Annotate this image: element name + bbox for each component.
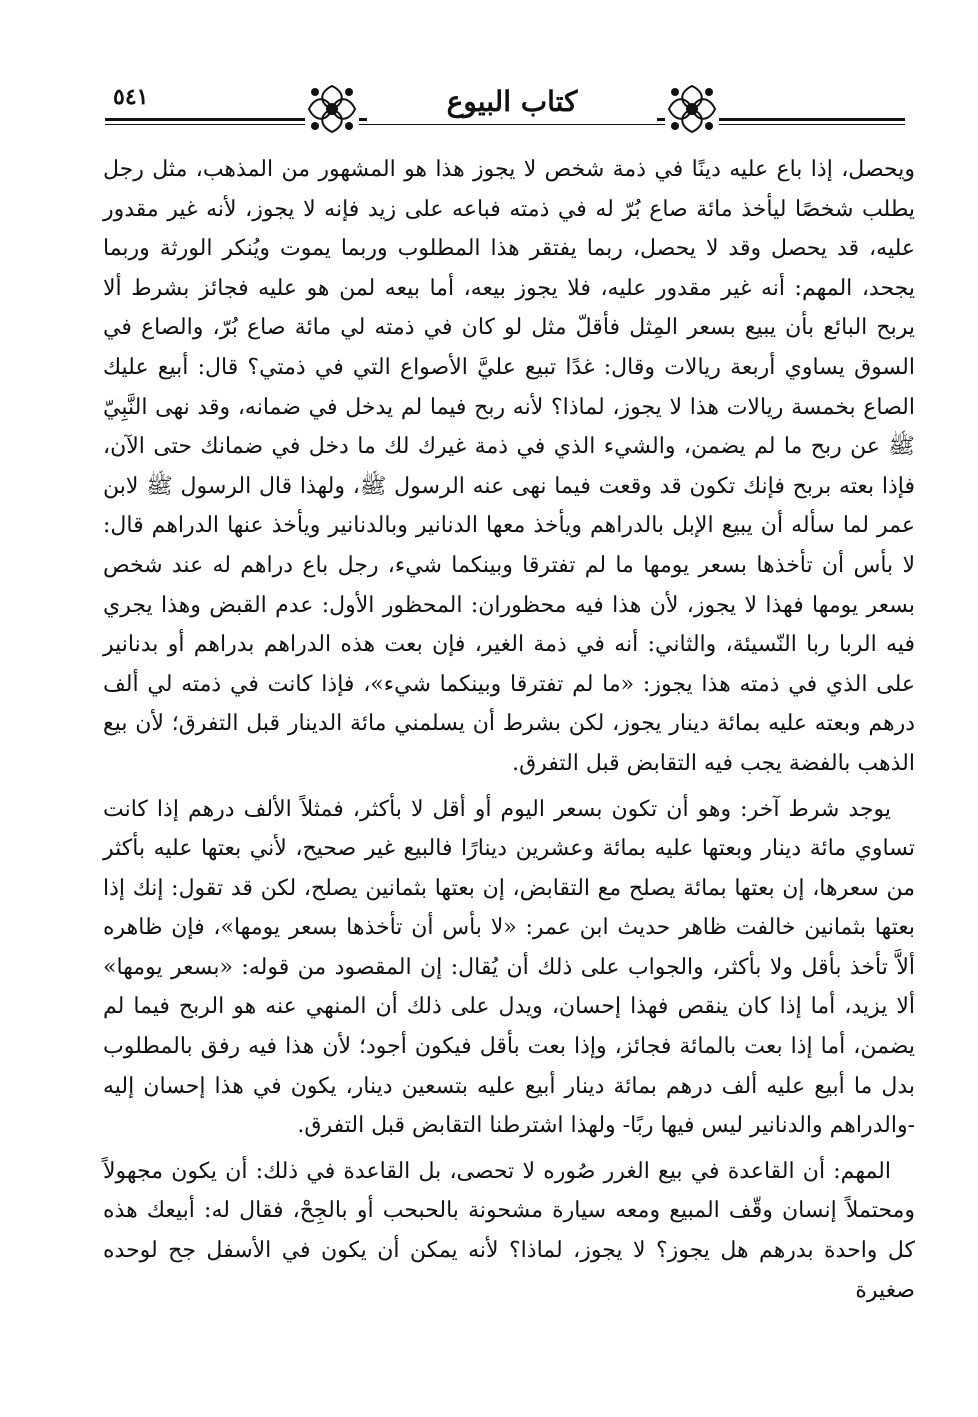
book-title: كتاب البيوع xyxy=(367,80,657,124)
paragraph: المهم: أن القاعدة في بيع الغرر صُوره لا تحصى، بل القاعدة في ذلك: أن يكون مجهولاً ومحتملاً إنسان وقّف المبيع ومعه سيارة مشحونة بالحبحب أو بالجِحْ، فقال له: أبيعك هذه كل واحدة بدرهم هل يجوز؟ لا يجوز، لماذا؟ لأنه يمكن أن يكون في الأسفل جح لوحده صغيرة xyxy=(103,1158,915,1303)
ornament-left-icon xyxy=(305,82,359,136)
page-header xyxy=(105,78,905,140)
ornament-right-icon xyxy=(665,82,719,136)
paragraph: يوجد شرط آخر: وهو أن تكون بسعر اليوم أو أقل لا بأكثر، فمثلاً الألف درهم إذا كانت تساوي مائة دينار وبعتها عليه بمائة وعشرين دينارًا فالبيع غير صحيح، لأني بعتها عليه بأكثر من سعرها، إن بعتها بمائة يصلح مع التقابض، إن بعتها بثمانين يصلح، لكن قد تقول: إنك إذا بعتها بثمانين خالفت ظاهر حديث ابن عمر: «لا بأس أن تأخذها بسعر يومها»، فإن ظاهره ألاَّ تأخذ بأقل ولا بأكثر، والجواب على ذلك أن يُقال: إن المقصود من قوله: «بسعر يومها» ألا يزيد، أما إذا كان ينقص فهذا إحسان، ويدل على ذلك أن المنهي عنه هو الربح فيما لم يضمن، أما إذا بعت بالمائة فجائز، وإذا بعت بأقل فيكون أجود؛ لأن هذا فيه رفق بالمطلوب بدل ما أبيع عليه ألف درهم بمائة دينار أبيع عليه بتسعين دينار، يكون في هذا إحسان إليه -والدراهم والدنانير ليس فيها ربًا- ولهذا اشترطنا التقابض قبل التفرق. xyxy=(103,796,915,1139)
header-rule-thin xyxy=(105,124,905,125)
page-body xyxy=(103,150,915,1310)
page-number: ٥٤١ xyxy=(113,84,149,110)
paragraph: ويحصل، إذا باع عليه دينًا في ذمة شخص لا يجوز هذا هو المشهور من المذهب، مثل رجل يطلب شخصًا ليأخذ مائة صاع بُرّ له في ذمته فباعه على زيد فإنه لا يجوز، لأنه غير مقدور عليه، قد يحصل وقد لا يحصل، ربما يفتقر هذا المطلوب وربما يموت ويُنكر الورثة وربما يجحد، المهم: أنه غير مقدور عليه، فلا يجوز بيعه، أما بيعه لمن هو عليه فجائز بشرط ألا يربح البائع بأن يبيع بسعر المِثل فأقلّ مثل لو كان في ذمته لي مائة صاع بُرّ، والصاع في السوق يساوي أربعة ريالات وقال: غدًا تبيع عليَّ الأصواع التي في ذمتي؟ قال: أبيع عليك الصاع بخمسة ريالات هذا لا يجوز، لماذا؟ لأنه ربح فيما لم يدخل في ضمانه، وقد نهى النَّبِيّ ﷺ عن ربح ما لم يضمن، والشيء الذي في ذمة غيرك لك ما دخل في ضمانك حتى الآن، فإذا بعته بربح فإنك تكون قد وقعت فيما نهى عنه الرسول ﷺ، ولهذا قال الرسول ﷺ لابن عمر لما سأله أن يبيع الإبل بالدراهم ويأخذ معها الدنانير وبالدنانير ويأخذ عنها الدراهم قال: لا بأس أن تأخذها بسعر يومها ما لم تفترقا وبينكما شيء، رجل باع دراهم له عند شخص بسعر يومها فهذا لا يجوز، لأن هذا فيه محظوران: المحظور الأول: عدم القبض وهذا يجري فيه الربا ربا النّسيئة، والثاني: أنه في ذمة الغير، فإن بعت هذه الدراهم بدراهم أو بدنانير على الذي في ذمته هذا يجوز: «ما لم تفترقا وبينكما شيء»، فإذا كانت في ذمته لي ألف درهم وبعته عليه بمائة دينار يجوز، لكن بشرط أن يسلمني مائة الدينار قبل التفرق؛ لأن بيع الذهب بالفضة يجب فيه التقابض قبل التفرق. xyxy=(103,157,916,776)
